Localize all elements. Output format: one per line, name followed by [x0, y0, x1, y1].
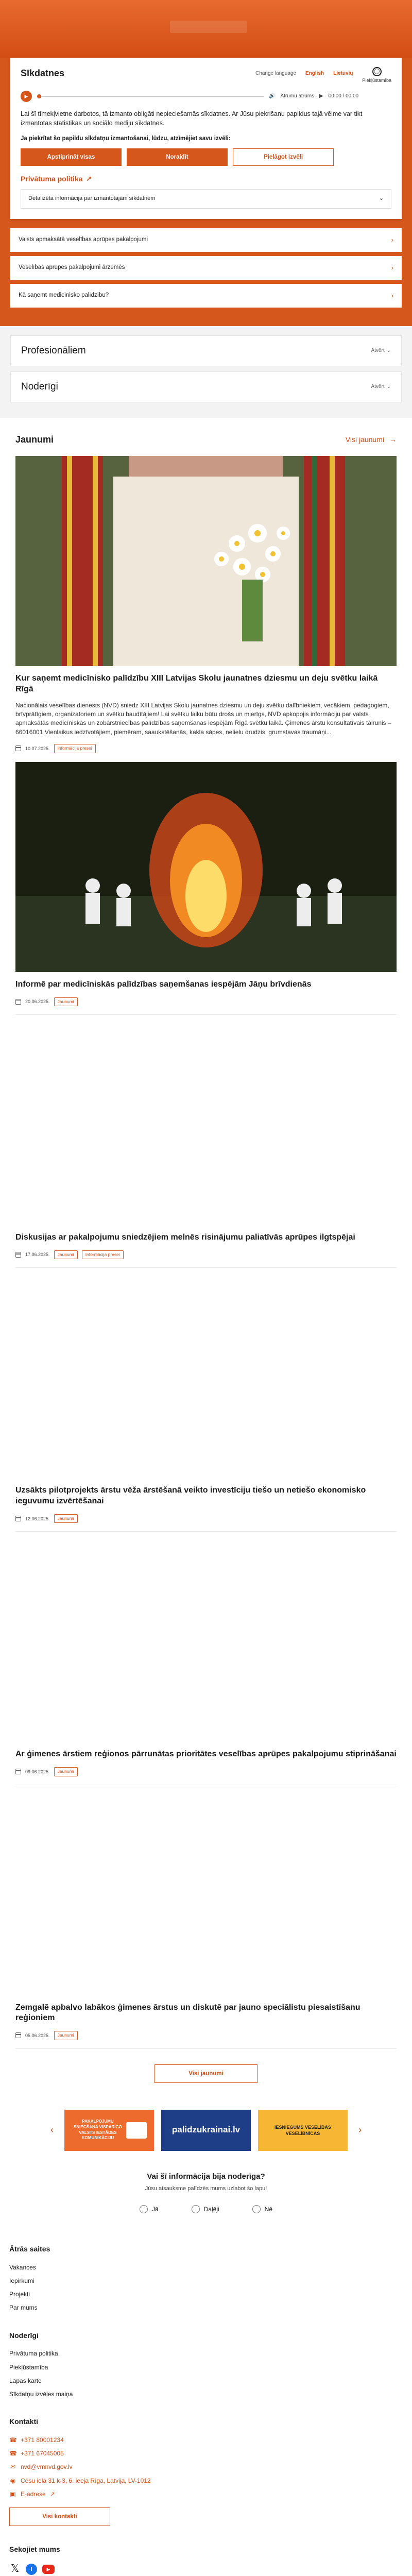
- footer-heading: Sekojiet mums: [9, 2545, 60, 2554]
- footer-quick-links: [9, 2244, 403, 2312]
- contact-eaddress[interactable]: [9, 2490, 403, 2498]
- news-headline[interactable]: Uzsākts pilotprojekts ārstu vēža ārstēšanā veikto investīciju tiešo un netiešo ekonomisko ieguvumu izvērtēšanai: [15, 1486, 366, 1506]
- news-headline[interactable]: Informē par medicīniskās palīdzības saņemšanas iespējām Jāņu brīvdienās: [15, 979, 312, 989]
- location-icon: ◉: [10, 2477, 16, 2484]
- news-headline[interactable]: Ar ģimenes ārstiem reģionos pārrunātas prioritātes veselības aprūpes pakalpojumu stiprināšanai: [15, 1750, 397, 1759]
- footer-useful: [9, 2331, 403, 2399]
- youtube-icon[interactable]: ▶: [42, 2565, 55, 2574]
- customize-button[interactable]: Pielāgot izvēli: [233, 148, 334, 166]
- cookie-text: Lai šī tīmekļvietne darbotos, tā izmanto obligāti nepieciešamās sīkdatnes. Ar Jūsu piekrišanu papildus tajā vēlme var tikt izmantotas statistikas un sociālo mediju sīkdatnes.: [21, 110, 363, 127]
- section-useful[interactable]: [10, 371, 402, 402]
- footer-link-sitemap[interactable]: Lapas karte: [9, 2377, 42, 2384]
- contact-phone-1[interactable]: [9, 2436, 403, 2444]
- chevron-down-icon: ⌄: [379, 195, 384, 202]
- language-english-link[interactable]: English: [305, 71, 324, 76]
- audio-progress-slider[interactable]: [37, 96, 264, 97]
- footer-heading: Ātrās saites: [9, 2244, 50, 2253]
- contact-address[interactable]: [9, 2477, 403, 2485]
- section-open: [371, 347, 391, 354]
- survey-options: [0, 2205, 412, 2213]
- audio-player: [21, 91, 391, 102]
- banner-help-ukraine[interactable]: [161, 2110, 251, 2151]
- news-meta: [15, 744, 397, 753]
- survey-option-partly[interactable]: [192, 2205, 219, 2213]
- news-item[interactable]: [15, 1532, 397, 1785]
- contact-email-value: nvd@vmnvd.gov.lv: [21, 2463, 73, 2471]
- survey-option-no[interactable]: [252, 2205, 272, 2213]
- news-item[interactable]: [15, 762, 397, 1015]
- folk-costume-image: [15, 456, 397, 666]
- playback-speed-label[interactable]: Ātrumu ātrums: [280, 93, 315, 99]
- calendar-icon: [15, 1516, 21, 1521]
- news-tag[interactable]: Jaunumi: [54, 1767, 78, 1776]
- cookie-question: Ja piekrītat šo papildu sīkdatņu izmantošanai, lūdzu, atzīmējiet savu izvēli:: [21, 135, 231, 142]
- cookie-tools: [255, 67, 391, 83]
- calendar-icon: [15, 1769, 21, 1774]
- news-item[interactable]: [15, 1785, 397, 2049]
- cookie-title: Sīkdatnes: [21, 68, 65, 78]
- bonfire-image: [15, 762, 397, 972]
- survey-option-label: Daļēji: [203, 2205, 219, 2213]
- calendar-icon: [15, 1252, 21, 1258]
- footer-link-vacancies[interactable]: Vakances: [9, 2263, 36, 2271]
- banner-label: IESNIEGUMS VESELĪBAS VESELĪBNĪCAS: [274, 2124, 332, 2136]
- section-professionals-label: Profesionāliem: [21, 345, 86, 356]
- news-meta: [15, 1767, 397, 1776]
- footer-heading: Noderīgi: [9, 2331, 39, 2340]
- feedback-survey: [0, 2172, 412, 2234]
- news-headline[interactable]: Kur saņemt medicīnisko palīdzību XIII Latvijas Skolu jaunatnes dziesmu un deju svētku laikā Rīgā: [15, 674, 378, 693]
- play-small-icon[interactable]: ▶: [319, 93, 323, 99]
- footer-heading: Kontakti: [9, 2417, 38, 2426]
- accessibility-icon: ◯: [372, 67, 382, 76]
- news-image-placeholder[interactable]: [15, 1532, 397, 1742]
- accept-all-button[interactable]: Apstiprināt visas: [21, 148, 122, 166]
- all-news-link[interactable]: [346, 435, 397, 445]
- footer-link-projects[interactable]: Projekti: [9, 2291, 30, 2298]
- cookie-details-label: Detalizēta informācija par izmantotajām sīkdatnēm: [28, 195, 156, 202]
- laptop-icon: [126, 2122, 147, 2139]
- contact-phone-value: +371 80001234: [21, 2436, 64, 2444]
- chevron-right-icon: ›: [391, 264, 393, 272]
- calendar-icon: [15, 745, 21, 751]
- cookie-details-accordion[interactable]: [21, 189, 391, 209]
- band-item-abroad[interactable]: [10, 256, 402, 280]
- news-item[interactable]: [15, 1268, 397, 1532]
- play-icon[interactable]: ▶: [21, 91, 32, 102]
- x-icon[interactable]: 𝕏: [9, 2564, 21, 2575]
- cookie-buttons: [21, 148, 391, 166]
- radio-icon: [252, 2205, 261, 2213]
- news-excerpt: Nacionālais veselības dienests (NVD) sniedz XIII Latvijas Skolu jaunatnes dziesmu un deju svētku dalībniekiem, vecākiem, pedagogiem, brīvprātīgiem, organizatoriem un svētku baudītājiem! Lai svētku laiku būtu drošs un mierīgs, NVD apkopojis informāciju par valsts apmaksātās medicīniskās un zobārstniecības palīdzības saņemšanas iespējām Rīgā svētku laikā. Ģimenes ārstu konsultatīvais tālrunis – 66016001 Vienlaikus iedzīvotājiem, piemēram, saaukstēšanās, kakla sāpes, nelielu drudzis, grumstavas traumāņi...: [15, 701, 391, 736]
- band-item-label: Veselības aprūpes pakalpojumi ārzemēs: [19, 264, 125, 271]
- news-meta: [15, 1250, 397, 1259]
- section-useful-label: Noderīgi: [21, 381, 58, 392]
- facebook-icon[interactable]: f: [26, 2564, 37, 2575]
- footer-link-about[interactable]: Par mums: [9, 2304, 38, 2312]
- survey-title: Vai šī informācija bija noderīga?: [147, 2172, 265, 2181]
- contact-eaddress-value: E-adrese: [21, 2490, 46, 2498]
- footer-link-privacy[interactable]: Privātuma politika: [9, 2350, 58, 2358]
- news-image-placeholder[interactable]: [15, 1785, 397, 1995]
- banner-public-services[interactable]: [64, 2110, 154, 2151]
- contact-email[interactable]: [9, 2463, 403, 2471]
- news-image-bonfire[interactable]: [15, 762, 397, 972]
- language-lithuanian-link[interactable]: Lietuvių: [333, 71, 353, 76]
- news-date: 10.07.2025.: [25, 745, 50, 751]
- banner-label: palidzukrainai.lv: [171, 2125, 241, 2135]
- top-hero: [0, 0, 412, 58]
- eaddress-icon: ▣: [10, 2490, 16, 2498]
- footer-link-accessibility[interactable]: Piekļūstamība: [9, 2363, 48, 2371]
- footer-follow: [9, 2545, 403, 2575]
- cookie-header: [21, 67, 391, 83]
- news-date: 17.06.2025.: [25, 1252, 50, 1258]
- news-section: [0, 418, 412, 2104]
- band-item-label: Kā saņemt medicīnisko palīdzību?: [19, 292, 109, 299]
- all-news-button[interactable]: Visi jaunumi: [154, 2064, 258, 2083]
- change-language-label: Change language: [255, 71, 296, 76]
- external-link-icon: ↗: [85, 174, 92, 183]
- news-headline[interactable]: Zemgalē apbalvo labākos ģimenes ārstus un diskutē par jauno speciālistu piesaistīšanu reģioniem: [15, 2003, 360, 2023]
- quick-links-band: [0, 219, 412, 326]
- news-tag[interactable]: Jaunumi: [54, 2031, 78, 2040]
- privacy-policy-link[interactable]: [21, 174, 391, 184]
- news-tag[interactable]: Jaunumi: [54, 997, 78, 1006]
- phone-icon: ☎: [9, 2436, 17, 2444]
- section-open: [371, 383, 391, 391]
- contact-phone-value: +371 67045005: [21, 2450, 64, 2458]
- radio-icon: [192, 2205, 200, 2213]
- chevron-right-icon[interactable]: ›: [358, 2125, 362, 2136]
- news-tag[interactable]: Jaunumi: [54, 1514, 78, 1523]
- social-links: [9, 2564, 403, 2575]
- footer: [0, 2234, 412, 2576]
- footer-link-cookies[interactable]: Sīkdatņu izvēles maiņa: [9, 2391, 73, 2398]
- banner-label: PAKALPOJUMU SNIEGŠANA VISPĀRĪGO VALSTS IESTĀDES KOMUNIKĀCIJU: [74, 2119, 122, 2141]
- phone-icon: ☎: [9, 2450, 17, 2458]
- radio-icon: [140, 2205, 148, 2213]
- news-tag[interactable]: Informācija presei: [54, 744, 96, 753]
- hero-placeholder: [170, 21, 247, 33]
- chevron-right-icon: ›: [391, 292, 393, 300]
- news-date: 09.06.2025.: [25, 1769, 50, 1774]
- contact-phone-2[interactable]: [9, 2449, 403, 2458]
- news-more: [15, 2064, 397, 2083]
- accessibility-label: Piekļūstamība: [362, 78, 391, 83]
- footer-link-procurement[interactable]: Iepirkumi: [9, 2277, 35, 2284]
- band-item-state-services[interactable]: [10, 228, 402, 252]
- news-date: 12.06.2025.: [25, 1516, 50, 1521]
- arrow-right-icon: →: [389, 435, 397, 444]
- news-item[interactable]: [15, 1015, 397, 1268]
- chevron-left-icon[interactable]: ‹: [50, 2125, 54, 2136]
- news-image-folk-dress[interactable]: [15, 456, 397, 666]
- chevron-down-icon: ⌄: [386, 348, 391, 354]
- news-headline[interactable]: Diskusijas ar pakalpojumu sniedzējiem melnēs risinājumu paliatīvās aprūpes ilgtspējai: [15, 1232, 355, 1242]
- section-open-label: Atvērt: [371, 348, 385, 354]
- cookie-dialog: [10, 58, 402, 219]
- cookie-wrapper: [0, 58, 412, 219]
- audience-sections: [0, 326, 412, 418]
- calendar-icon: [15, 999, 21, 1005]
- news-item[interactable]: [15, 456, 397, 762]
- calendar-icon: [15, 2032, 21, 2038]
- news-meta: [15, 2031, 397, 2040]
- survey-subtitle: Jūsu atsauksme palīdzēs mums uzlabot šo lapu!: [145, 2185, 267, 2192]
- section-open-label: Atvērt: [371, 384, 385, 390]
- news-image-placeholder[interactable]: [15, 1268, 397, 1478]
- mail-icon: ✉: [10, 2463, 16, 2471]
- survey-option-label: Jā: [151, 2205, 159, 2213]
- section-professionals[interactable]: [10, 335, 402, 366]
- survey-option-label: Nē: [264, 2205, 273, 2213]
- news-meta: [15, 997, 397, 1006]
- privacy-policy-label: Privātuma politika: [21, 174, 83, 183]
- news-date: 05.06.2025.: [25, 2032, 50, 2038]
- news-tag[interactable]: Jaunumi: [54, 1250, 78, 1259]
- news-meta: [15, 1514, 397, 1523]
- partner-banners: [0, 2104, 412, 2172]
- chevron-right-icon: ›: [391, 236, 393, 244]
- audio-time: 00:00 / 00:00: [328, 93, 359, 99]
- all-contacts-button[interactable]: Visi kontakti: [9, 2507, 110, 2526]
- contact-address-value: Cēsu iela 31 k-3, 6. ieeja Rīga, Latvija, LV-1012: [21, 2477, 151, 2484]
- band-item-label: Valsts apmaksātā veselības aprūpes pakalpojumi: [19, 236, 148, 243]
- all-news-label: Visi jaunumi: [345, 435, 384, 444]
- accessibility-button[interactable]: [362, 67, 391, 83]
- external-link-icon: ↗: [49, 2490, 55, 2498]
- reject-button[interactable]: Noraidīt: [127, 148, 228, 166]
- news-title: Jaunumi: [15, 434, 54, 445]
- footer-contacts: [9, 2417, 403, 2526]
- band-item-how-to[interactable]: [10, 284, 402, 308]
- volume-icon[interactable]: 🔊: [269, 93, 276, 99]
- news-image-placeholder[interactable]: [15, 1015, 397, 1225]
- survey-option-yes[interactable]: [140, 2205, 159, 2213]
- chevron-down-icon: ⌄: [386, 384, 391, 390]
- news-header: [15, 433, 397, 446]
- news-date: 20.06.2025.: [25, 999, 50, 1005]
- banner-applications[interactable]: [258, 2110, 348, 2151]
- news-tag[interactable]: Informācija presei: [82, 1250, 124, 1259]
